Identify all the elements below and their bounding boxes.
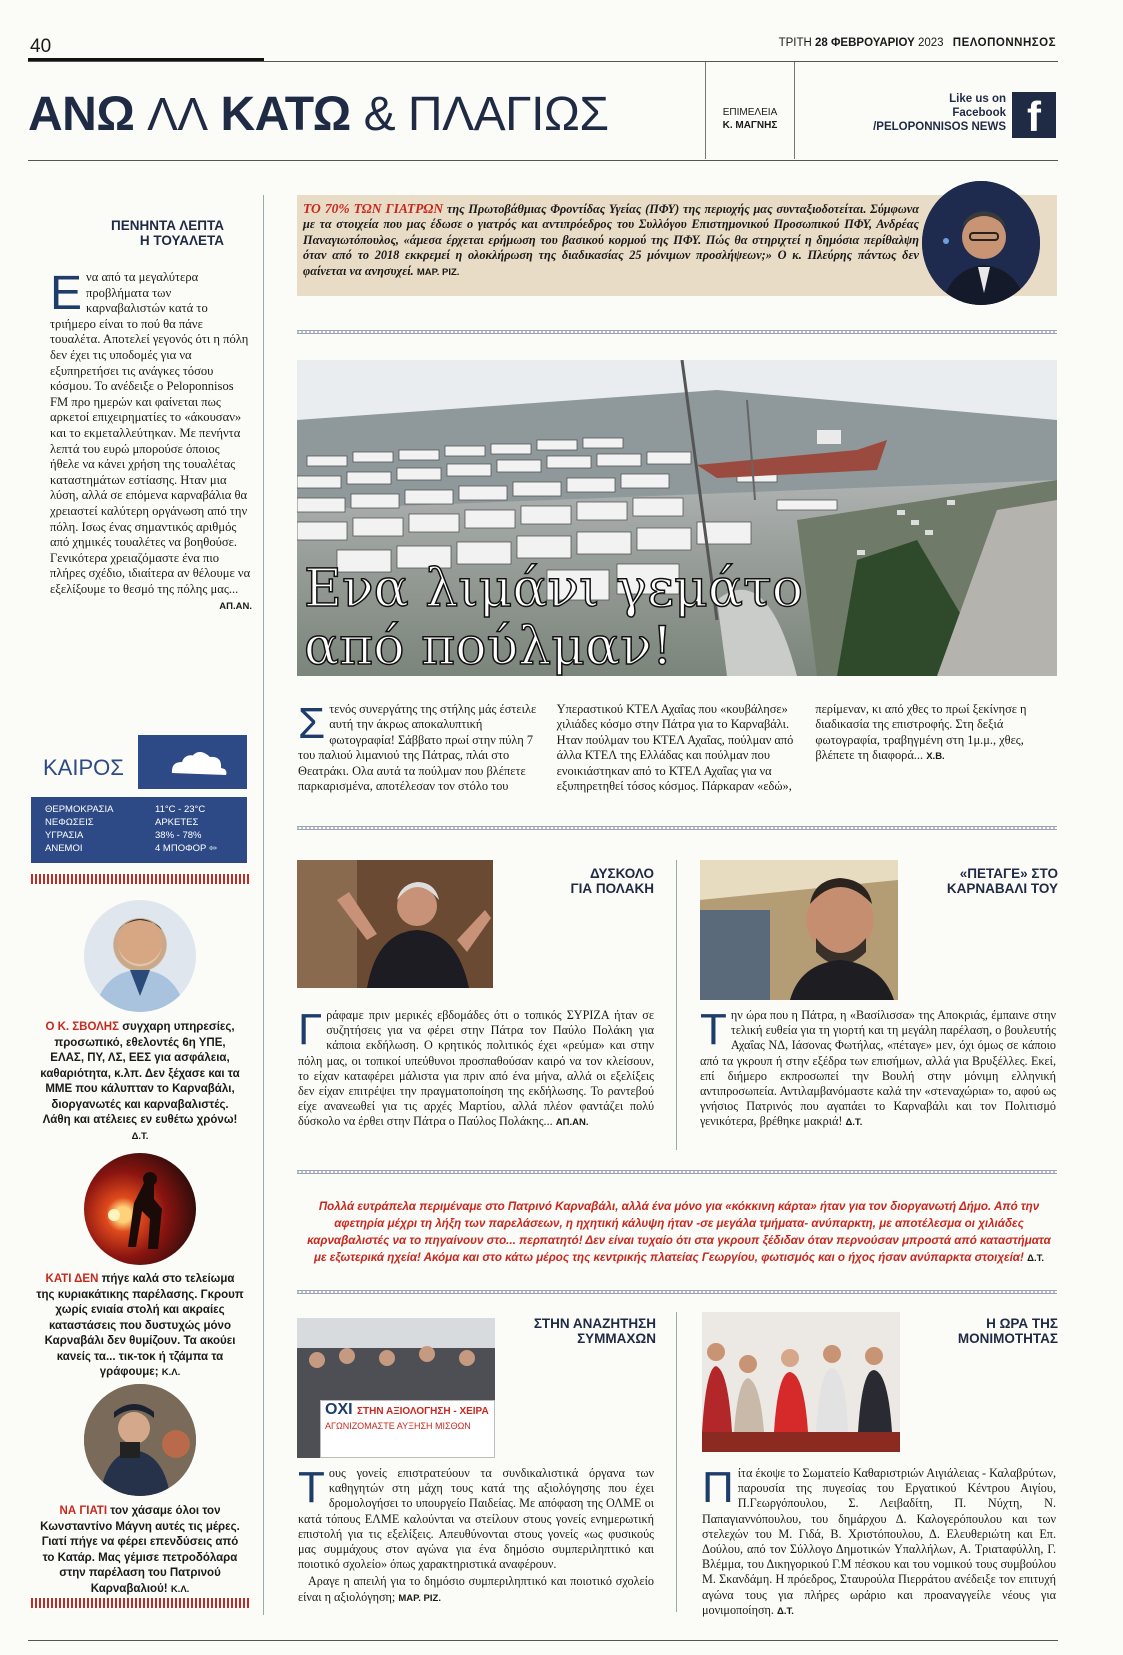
sidebar-item-3-text: τον χάσαμε όλοι τον Κωνσταντίνο Μάγνη αυτές τις μέρες. Γιατί πήγε να φέρει επενδύσεις από το Κατάρ. Μας γέμισε πετροδόλαρα στην παρέλαση του Πατρινού Καρναβαλιού! — [40, 1505, 240, 1595]
allies-drop-cap: Τ — [298, 1463, 325, 1512]
date-year: 2023 — [918, 37, 944, 49]
allies-text-2: Αραγε η απειλή για το δημόσιο συμπεριληπτικό και ποιοτικό σχολείο είναι η αξιολόγηση; — [298, 1574, 654, 1604]
permanence-title — [904, 1316, 1058, 1346]
weather-icon-box — [138, 735, 247, 789]
allies-title-2: ΣΥΜΜΑΧΩΝ — [577, 1331, 656, 1346]
editor-label: ΕΠΙΜΕΛΕΙΑ — [722, 107, 778, 118]
dateline — [760, 37, 1056, 49]
red-note-signature: Δ.Τ. — [1027, 1253, 1044, 1264]
sidebar-item-2-text: πήγε καλά στο τελείωμα της κυριακάτικης παρέλασης. Γκρουπ χωρίς ενιαία στολή και ακραίες καταστάσεις που δυστυχώς μόνο Καρναβάλι δεν θυμίζουν. Τα ακούει κανείς τα... τικ-τοκ ή τζάμπα τα γράφουμε; — [36, 1273, 244, 1378]
main-headline-2: από πούλμαν! — [304, 617, 673, 677]
weather-title: ΚΑΙΡΟΣ — [43, 755, 124, 780]
permanence-signature: Δ.Τ. — [776, 1605, 794, 1617]
page-number: 40 — [30, 36, 52, 57]
date-day: ΤΡΙΤΗ — [778, 37, 812, 49]
fotilas-story — [700, 1005, 1056, 1131]
rule-1 — [297, 330, 1057, 334]
weather-widget — [31, 733, 247, 865]
sidebar-item-3 — [36, 1504, 244, 1597]
top-box-lead: ΤΟ 70% ΤΩΝ ΓΙΑΤΡΩΝ — [303, 201, 444, 216]
paper-name: ΠΕΛΟΠΟΝΝΗΣΟΣ — [952, 37, 1056, 49]
polakis-photo — [297, 860, 493, 988]
left-article-title-1: ΠΕΝΗΝΤΑ ΛΕΠΤΑ — [111, 218, 224, 233]
rule-3 — [297, 1170, 1057, 1174]
polakis-title-1: ΔΥΣΚΟΛΟ — [590, 866, 654, 881]
allies-title — [500, 1316, 656, 1346]
header-rule — [28, 61, 1058, 62]
facebook-icon[interactable]: f — [1012, 92, 1056, 138]
permanence-title-1: Η ΩΡΑ ΤΗΣ — [986, 1316, 1058, 1331]
left-drop-cap: Ε — [50, 267, 83, 320]
permanence-drop-cap: Π — [702, 1463, 734, 1512]
banner-ayxisi: ΑΥΞΗΣΗ ΜΙΣΘΩΝ — [396, 1421, 471, 1431]
main-headline — [304, 560, 803, 676]
date-main: 28 ΦΕΒΡΟΥΑΡΙΟΥ — [815, 37, 915, 49]
sidebar-item-3-lead: ΝΑ ΓΙΑΤΙ — [59, 1505, 108, 1517]
top-box-body: της Πρωτοβάθμιας Φροντίδας Υγείας (ΠΦΥ) της περιοχής μας συνταξιοδοτείται. Σύμφωνα με τα στοιχεία που μας έδωσε ο γιατρός και αντιπρόεδρος του Συλλόγου Επιστημονικού Προσωπικού ΠΦΥ, Ανδρέας Παναγιωτόπουλος, «άμεσα έρχεται ερήμωση του βασικού κορμού της ΠΦΥ. Πώς θα στηριχτεί η δημόσια περίθαλψη όταν από το 2018 εκκρεμεί η ολοκλήρωση της διαδικασίας 25 μόνιμων προσλήψεων;» Ο κ. Πλεύρης πάντως δεν φαίνεται να ανησυχεί. — [303, 202, 919, 278]
doctor-photo — [922, 181, 1040, 305]
red-note — [304, 1198, 1054, 1267]
column-title-2: ΛΛ — [147, 88, 208, 140]
fb-line2: Facebook — [952, 107, 1006, 119]
left-article-title — [40, 218, 224, 248]
polakis-signature: ΑΠ.ΑΝ. — [555, 1117, 589, 1129]
main-headline-1: Ενα λιμάνι γεμάτο — [304, 559, 804, 619]
main-drop-cap: Σ — [298, 699, 326, 748]
editor-name: Κ. ΜΑΓΝΗΣ — [722, 120, 778, 131]
fotilas-title — [904, 866, 1058, 896]
sidebar-item-1-lead: Ο Κ. ΣΒΟΛΗΣ — [45, 1021, 119, 1033]
polakis-drop-cap: Γ — [298, 1005, 323, 1054]
red-note-text: Πολλά ευτράπελα περιμέναμε στο Πατρινό Καρναβάλι, αλλά ένα μόνο για «κόκκινη κάρτα» ήταν για τον διοργανωτή Δήμο. Από την αφετηρία μέχρι τη λήξη των παρελάσεων, η ηχητική κάλυψη ήταν -σε μεγάλα τμήματα- ανύπαρκτη, με αποτέλεσμα οι χιλιάδες καρναβαλιστές να το πηγαίνουν στο... περπατητό! Δεν είναι τυχαίο ότι στα γκρουπ ξέδιδαν όταν περνούσαν μπροστά από καταστήματα με εξωτερικά ηχεία! Ακόμα και στο κάτω μέρος της κεντρικής πλατείας Γεωργίου, φωτισμός και ο ήχος ήσαν ανύπαρκτα στοιχεία! — [307, 1200, 1051, 1264]
svolis-photo — [84, 900, 196, 1012]
fb-line3: /PELOPONNISOS NEWS — [873, 121, 1006, 133]
permanence-title-2: ΜΟΝΙΜΟΤΗΤΑΣ — [957, 1331, 1058, 1346]
column-title-4: & ΠΛΑΓΙΩΣ — [363, 88, 609, 141]
left-article-title-2: Η ΤΟΥΑΛΕΤΑ — [139, 233, 224, 248]
banner-agonizomaste: ΑΓΩΝΙΖΟΜΑΣΤΕ — [325, 1421, 395, 1431]
column-title — [28, 86, 609, 143]
fotilas-title-1: «ΠΕΤΑΓΕ» ΣΤΟ — [959, 866, 1058, 881]
permanence-text: ίτα έκοψε το Σωματείο Καθαριστριών Αιγιάλειας - Καλαβρύτων, παρουσία της πυγεσίας του Εργατικού Κέντρου Αιγίου, Π.Γεωργόπουλου, Σ. Λειβαδίτη, Π. Νύχτη, Ν. Παπαγιαννόπουλου, του δημάρχου Δ. Καλογερόπουλου και των στελεχών του Μ. Γιδά, Β. Χριστόπουλου, Δ. Ελευθεριώτη και Επ. Δούλου, από τον Σύλλογο Δημοτικών Υπαλλήλων, Α. Τριαταφύλλη, Γ. Βλέμμα, του Δικηγορικού Γ.Μ πέσκου και του νομικού τους συμβούλου Μ. Σκανδάμη. Η πρόεδρος, Σταυρούλα Πιερράτου ανέδειξε τον επιτυχή αγώνα τους για πλήρες ωράριο και προαναγγείλε νέους για μονιμοποίηση. — [702, 1466, 1056, 1617]
weather-table — [31, 797, 247, 863]
fotilas-drop-cap: Τ — [700, 1005, 727, 1054]
weather-row: ΝΕΦΩΣΕΙΣ ΑΡΚΕΤΕΣ — [45, 817, 199, 828]
sidebar-item-2-sig: Κ.Λ. — [161, 1367, 181, 1378]
sidebar-item-2 — [36, 1272, 244, 1381]
fotilas-photo — [700, 860, 898, 1000]
sidebar-item-3-sig: Κ.Λ. — [170, 1583, 190, 1595]
main-story-body: τενός συνεργάτης της στήλης μάς έστειλε αυτή την άκρως αποκαλυπτική φωτογραφία! Σάββατο πρωί στην πύλη 7 του παλιού λιμανιού της Πάτρας, πλάι στο Θεατράκι. Ολα αυτά τα πούλμαν που βλέπετε παρκαρισμένα, αποτέλεσαν τον στόλο του Υπεραστικού ΚΤΕΛ Αχαΐας που «κουβάλησε» χιλιάδες κόσμο στην Πάτρα για το Καρναβάλι. Ηταν πούλμαν του ΚΤΕΛ Αχαΐας, πούλμαν από άλλα ΚΤΕΛ της Ελλάδας και πούλμαν που ενοικιάστηκαν από το ΚΤΕΛ Αχαΐας για να εξυπηρετηθεί τόσος κόσμος. Πάρκαραν «εδώ», περίμεναν, κι από χθες το πρωί ξεκίνησε η διαδικασία της επιστροφής. Στη δεξιά φωτογραφία, τραβηγμένη στη 1μ.μ., χθες, βλέπετε τη διαφορά... — [298, 702, 1027, 794]
cleaners-photo — [702, 1312, 900, 1452]
sidebar-bottom-border — [31, 1598, 249, 1608]
editor-block — [708, 106, 792, 132]
banner-oxi: ΟΧΙ — [325, 1401, 353, 1418]
main-story-signature: Χ.Β. — [926, 751, 945, 763]
header-bottom-rule — [28, 160, 1058, 161]
left-article — [50, 267, 252, 613]
fireworks-photo — [84, 1153, 196, 1265]
weather-row: ΑΝΕΜΟΙ 4 ΜΠΟΦΟΡ ⇦ — [45, 843, 217, 854]
middle-divider-2 — [676, 1312, 677, 1612]
magnis-photo — [84, 1384, 196, 1496]
rule-4 — [297, 1290, 1057, 1294]
top-box-text — [303, 201, 919, 280]
polakis-text: ράφαμε πριν μερικές εβδομάδες ότι ο τοπικός ΣΥΡΙΖΑ ήταν σε συζητήσεις για να φέρει στην Πάτρα τον Παύλο Πολάκη για κάποια εκδήλωση. Ο κρητικός πολιτικός έχει «ρεύμα» και στην πόλη μας, οι τοπικοί υπεύθυνοι προσπαθούσαν καιρό να τον κλείσουν, το είχαν καταφέρει μάλιστα για πριν από ένα μήνα, αλλά οι εξελίξεις δεν είχαν επιτρέψει την πραγματοποίηση της εκδήλωσης. Το ραντεβού είχε ανανεωθεί για τις αρχές Μαρτίου, αλλά πλέον φαντάζει πολύ δύσκολο να έρθει στην Πάτρα ο Παύλος Πολάκης... — [298, 1008, 654, 1129]
main-story-text — [298, 699, 1056, 794]
allies-story — [298, 1463, 654, 1606]
permanence-story — [702, 1463, 1056, 1619]
left-column-divider — [263, 195, 264, 1615]
polakis-story — [298, 1005, 654, 1131]
weather-row: ΘΕΡΜΟΚΡΑΣΙΑ 11°C - 23°C — [45, 804, 206, 815]
sidebar-item-1-text: συγχαρη υπηρεσίες, προσωπικό, εθελοντές 6η ΥΠΕ, ΕΛΑΣ, ΠΥ, ΛΣ, ΕΕΣ για ασφάλεια, καθαριότητα, κ.λπ. Δεν ξέχασε και τα ΜΜΕ που κάλυπταν το Καρναβάλι, διοργανωτές και καρναβαλιστές. Λάθη και ατέλειες εν ευθέτω χρόνω! — [40, 1021, 240, 1126]
header-divider-1 — [705, 62, 706, 159]
column-title-1: ΑΝΩ — [28, 88, 135, 141]
top-box-signature: ΜΑΡ. ΡΙΖ. — [416, 266, 460, 278]
weather-row: ΥΓΡΑΣΙΑ 38% - 78% — [45, 830, 202, 841]
sidebar-top-border — [31, 874, 249, 884]
cloud-sun-icon — [138, 735, 247, 789]
allies-signature: ΜΑΡ. ΡΙΖ. — [398, 1592, 441, 1604]
left-article-text: να από τα μεγαλύτερα προβλήματα των καρναβαλιστών κατά το τριήμερο είναι το πού θα πάνε τουαλέτα. Αποτελεί γεγονός ότι η πόλη δεν έχει τις υποδομές για να εξυπηρετήσει τις ανάγκες τόσου κόσμου. Το ανέδειξε ο Peloponnisos FM προ ημερών και φαίνεται πως αρκετοί επιχειρηματίες το «άκουσαν» και το εκμεταλλεύτηκαν. Με πενήντα λεπτά του ευρώ μπορούσε όποιος ήθελε να κάνει χρήση της τουαλέτας καταστημάτων εστίασης. Ηταν μια λύση, αλλά σε επόμενα καρναβάλια θα χρειαστεί καλύτερη οργάνωση από την πόλη. Ισως ένας σημαντικός αριθμός από χημικές τουαλέτες να βοηθούσε. Γενικότερα χρειαζόμαστε ένα πιο πλήρες σχέδιο, ιδιαίτερα αν θέλουμε να εξελίξουμε το θεσμό της πόλης μας... — [50, 270, 251, 596]
sidebar-item-1 — [36, 1020, 244, 1144]
middle-divider-1 — [676, 860, 677, 1150]
sidebar-item-2-lead: ΚΑΤΙ ΔΕΝ — [45, 1273, 99, 1285]
protest-banner — [320, 1400, 495, 1458]
fotilas-text: ην ώρα που η Πάτρα, η «Βασίλισσα» της Αποκριάς, έμπαινε στην τελική ευθεία για τη γιορτή και τη μεγάλη παρέλαση, ο βουλευτής Αχαΐας ΝΔ, Ιάσονας Φωτήλας, «πέταγε» μεν, όχι όμως σε κάποιο από τα γκρουπ ή στην εξέδρα των επισήμων, αλλά για Βρυξέλλες. Εκεί, επί διήμερο εκπροσωπεί την Βουλή στην μόνιμη ελληνική αντιπροσωπεία. Αντιλαμβανόμαστε καλά την «στεναχώρια» το, αφού ως γνήσιος Πατρινός που αγαπάει το Καρναβάλι και τον Πολιτισμό γενικότερα, βρέθηκε μακριά! — [700, 1008, 1056, 1129]
polakis-title — [500, 866, 654, 896]
rule-2 — [297, 826, 1057, 830]
bottom-rule — [28, 1640, 1058, 1641]
fotilas-title-2: ΚΑΡΝΑΒΑΛΙ ΤΟΥ — [946, 881, 1058, 896]
allies-text: ους γονείς επιστρατεύουν τα συνδικαλιστικά όργανα των καθηγητών στη μάχη τους κατά της αξιολόγησης που έχει δρομολογήσει το υπουργείο Παιδείας. Με απόφαση της ΟΛΜΕ οι κατά τόπους ΕΛΜΕ καλούνται να στείλουν στους γονείς ενημερωτική επιστολή για τις εξελίξεις. Απευθύνονται στους γονείς «ως φυσικούς μας συμμάχους στον αγώνα για ένα δημόσιο συμπεριληπτικό και ποιοτικό σχολείο» όπως χαρακτηριστικά αναφέρουν. — [298, 1466, 654, 1572]
left-article-signature: ΑΠ.ΑΝ. — [219, 601, 252, 613]
fotilas-signature: Δ.Τ. — [845, 1117, 863, 1129]
sidebar-item-1-sig: Δ.Τ. — [131, 1130, 149, 1142]
wind-arrow-icon: ⇦ — [208, 843, 217, 854]
facebook-promo[interactable] — [820, 92, 1006, 134]
polakis-title-2: ΓΙΑ ΠΟΛΑΚΗ — [570, 881, 654, 896]
allies-title-1: ΣΤΗΝ ΑΝΑΖΗΤΗΣΗ — [533, 1316, 656, 1331]
banner-axiologisi: ΣΤΗΝ ΑΞΙΟΛΟΓΗΣΗ - ΧΕΙΡΑ — [357, 1406, 489, 1417]
fb-line1: Like us on — [949, 93, 1006, 105]
column-title-3: ΚΑΤΩ — [220, 88, 351, 141]
header-divider-2 — [794, 62, 795, 159]
